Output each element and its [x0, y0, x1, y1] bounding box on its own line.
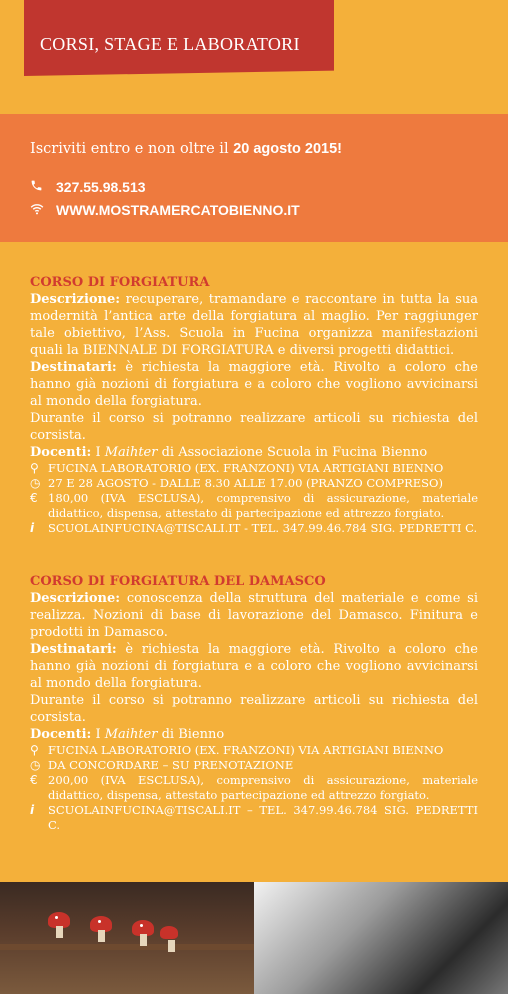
teachers-name: Maihter: [104, 445, 158, 460]
location-pin-icon: ⚲: [30, 461, 39, 475]
info-icon: i: [30, 521, 35, 535]
time-text: 27 E 28 AGOSTO - DALLE 8.30 ALLE 17.00 (PRANZO COMPRESO): [48, 476, 443, 490]
teachers-pre: I: [91, 445, 105, 460]
deadline-text: [30, 141, 342, 157]
phone-contact[interactable]: [30, 179, 146, 195]
mushroom-figure: [160, 926, 178, 939]
mushroom-spot: [140, 924, 143, 927]
teachers-name: Maihter: [104, 727, 158, 742]
time-row: [30, 476, 478, 491]
course-title: CORSO DI FORGIATURA: [30, 275, 210, 290]
mushroom-spot: [98, 920, 101, 923]
teachers-post: di Associazione Scuola in Fucina Bienno: [157, 445, 428, 460]
location-row: [30, 743, 478, 758]
teachers-post: di Bienno: [157, 727, 225, 742]
forging-hands-photo: [254, 882, 508, 994]
info-icon: i: [30, 803, 35, 817]
mushroom-figure: [132, 920, 154, 936]
description-text: conoscenza della struttura del materiale e come si realizza. Nozioni di base di lavorazione del Damasco. Finitura e prodotti in Damasco.: [30, 591, 478, 640]
mushroom-spot: [55, 916, 58, 919]
contact-text[interactable]: SCUOLAINFUCINA@TISCALI.IT - TEL. 347.99.46.784 SIG. PEDRETTI C.: [48, 521, 478, 535]
location-row: [30, 461, 478, 476]
course-teachers: [30, 726, 478, 743]
audience-label: Destinatari:: [30, 642, 117, 657]
course-title: CORSO DI FORGIATURA DEL DAMASCO: [30, 574, 326, 589]
teachers-label: Docenti:: [30, 727, 92, 742]
course-description: [30, 291, 478, 359]
page-title: CORSI, STAGE E LABORATORI: [40, 34, 300, 54]
contact-text[interactable]: SCUOLAINFUCINA@TISCALI.IT – TEL. 347.99.46.784 SIG. PEDRETTI C.: [48, 803, 478, 832]
phone-number[interactable]: 327.55.98.513: [56, 179, 146, 195]
description-text: recuperare, tramandare e raccontare in tutta la sua modernità l’antica arte della forgiatura al maglio. Per raggiunger tale obiettivo, l’Ass. Scuola in Fucina organizza manifestazioni quali la BIENNALE DI FORGIATURA e diversi progetti didattici.: [30, 292, 478, 358]
shelf: [0, 944, 254, 950]
audience-text: è richiesta la maggiore età. Rivolto a coloro che hanno già nozioni di forgiatura e a coloro che vogliono avvicinarsi al mondo della forgiatura.: [30, 360, 478, 409]
teachers-pre: I: [91, 727, 105, 742]
contact-row: [30, 803, 478, 833]
course-note: Durante il corso si potranno realizzare articoli su richiesta del corsista.: [30, 411, 478, 443]
website-link[interactable]: WWW.MOSTRAMERCATOBIENNO.IT: [56, 202, 300, 218]
contact-row: [30, 521, 478, 536]
course-description: [30, 590, 478, 641]
time-row: [30, 758, 478, 773]
time-text: DA CONCORDARE – SU PRENOTAZIONE: [48, 758, 294, 772]
wifi-icon: [30, 203, 44, 218]
course-teachers: [30, 444, 478, 461]
price-text: 200,00 (IVA ESCLUSA), comprensivo di assicurazione, materiale didattico, dispensa, attestato partecipazione ed attrezzo forgiato.: [48, 773, 478, 802]
clock-icon: ◷: [30, 476, 41, 490]
teachers-label: Docenti:: [30, 445, 92, 460]
audience-label: Destinatari:: [30, 360, 117, 375]
website-contact[interactable]: [30, 202, 300, 218]
mushroom-crafts-photo: [0, 882, 254, 994]
location-pin-icon: ⚲: [30, 743, 39, 757]
course-forgiatura: [30, 274, 478, 536]
description-label: Descrizione:: [30, 591, 121, 606]
price-text: 180,00 (IVA ESCLUSA), comprensivo di assicurazione, materiale didattico, dispensa, attestato di partecipazione ed attrezzo forgiato.: [48, 491, 478, 520]
course-audience: [30, 359, 478, 410]
mushroom-figure: [90, 916, 112, 932]
header: [0, 0, 508, 112]
location-text: FUCINA LABORATORIO (EX. FRANZONI) VIA ARTIGIANI BIENNO: [48, 461, 444, 475]
deadline-date: 20 agosto 2015!: [233, 141, 342, 157]
deadline-prefix: Iscriviti entro e non oltre il: [30, 141, 234, 157]
location-text: FUCINA LABORATORIO (EX. FRANZONI) VIA ARTIGIANI BIENNO: [48, 743, 444, 757]
photo-strip: [0, 882, 508, 994]
euro-icon: €: [30, 773, 38, 787]
description-label: Descrizione:: [30, 292, 121, 307]
price-row: [30, 491, 478, 521]
price-row: [30, 773, 478, 803]
course-damasco: [30, 573, 478, 833]
phone-icon: [30, 179, 44, 195]
clock-icon: ◷: [30, 758, 41, 772]
audience-text: è richiesta la maggiore età. Rivolto a coloro che hanno già nozioni di forgiatura e a coloro che vogliono avvicinarsi al mondo della forgiatura.: [30, 642, 478, 691]
mushroom-figure: [48, 912, 70, 928]
euro-icon: €: [30, 491, 38, 505]
course-note: Durante il corso si potranno realizzare articoli su richiesta del corsista.: [30, 693, 478, 725]
course-audience: [30, 641, 478, 692]
deadline-box: [0, 114, 508, 242]
